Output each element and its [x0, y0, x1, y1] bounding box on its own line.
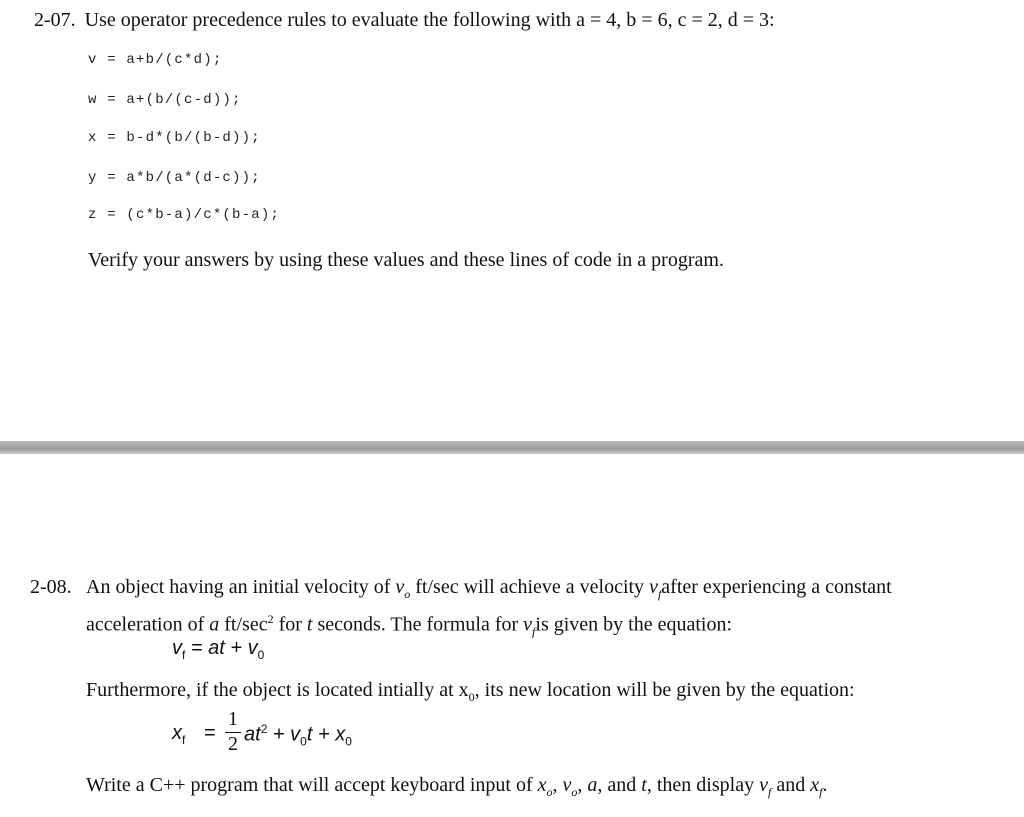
code-line-z: z = (c*b-a)/c*(b-a);: [88, 207, 281, 223]
problem-2-08-line-2: acceleration of a $ft/\sec^2$ for t seconds. The formula for $v_fis$ given by the equation:: [86, 612, 733, 639]
equation-position-lhs: $x_f$: [172, 722, 186, 747]
problem-2-07-heading: [34, 6, 775, 34]
page-divider: [0, 441, 1024, 454]
equation-position-equals: =: [204, 722, 216, 744]
problem-2-08-number: 2-08.: [30, 576, 72, 598]
code-line-v: v = a+b/(c*d);: [88, 52, 223, 68]
equation-position-rhs: $at^2 + v_0t + x_0$: [244, 722, 352, 749]
problem-2-08-line-1: An object having an initial velocity of $v_o$ ft/sec will achieve a velocity $v_fafter$ experiencing a constant: [86, 576, 892, 601]
verify-instruction: Verify your answers by using these values and these lines of code in a program.: [88, 249, 724, 271]
fraction-numerator: 1: [228, 708, 238, 730]
problem-prompt: Use operator precedence rules to evaluate the following with a = 4, b = 6, c = 2, d = 3:: [84, 9, 775, 31]
problem-2-08-write-instruction: Write a C++ program that will accept keyboard input of $x_o$, $v_o$, a, and t, then display $v_f$ and $x_f$.: [86, 774, 828, 799]
equation-velocity: $v_f$ = at + $v_0$: [172, 637, 265, 662]
fraction-denominator: 2: [228, 733, 238, 755]
problem-2-08-furthermore: Furthermore, if the object is located intially at $x_0$, its new location will be given by the equation:: [86, 679, 855, 704]
code-line-y: y = a*b/(a*(d-c));: [88, 170, 261, 186]
code-line-x: x = b-d*(b/(b-d));: [88, 130, 261, 146]
problem-number: 2-07.: [34, 9, 76, 31]
code-line-w: w = a+(b/(c-d));: [88, 92, 242, 108]
